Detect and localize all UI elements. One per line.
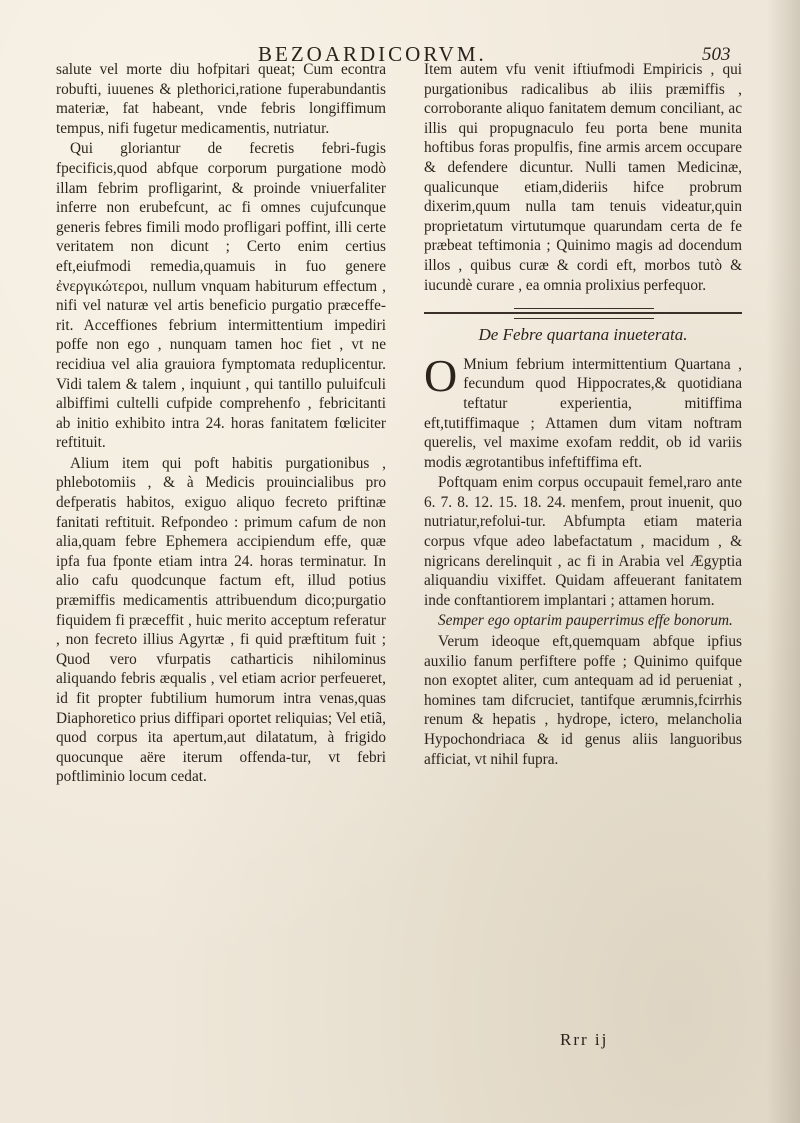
dropcap-paragraph-text: Mnium febrium intermittentium Quartana , fecundum quod Hippocrates,& quotidiana teftatur experientia, mitiffima eft,tutiffimaque ; Attamen dum vitam noftram querelis, vel maxime exofam reddit, ob id variis modis ægrotantibus infeftiffima eft. <box>424 355 742 471</box>
dropcap-letter: O <box>424 349 458 401</box>
section-ornament-rule <box>424 307 742 319</box>
right-intro-paragraph: Item autem vfu venit iftiufmodi Empiricis , qui purgationibus radicalibus ab iliis præmiffis , corroborante aliquo fanitatem demum conciliant, ac illis qui propugnaculo feu porta bene munita hoftibus foras propulfis, fine armis arcem occupare & defendere dicuntur. Nulli tamen Medicinæ, qualicunque etiam,dideriis hifce probrum dixerim,quum nulla tam tenuis videatur,quin proprietatum virtutumque quarundam certa de fe præbeat teftimonia ; Quinimo magis ad docendum illos , quibus curæ & cordi eft, morbos tutò & iucundè curare , ea omnia prolixius perfequor. <box>424 61 742 294</box>
right-paragraph-3: Verum ideoque eft,quemquam abfque ipfius auxilio fanum perfiftere poffe ; Quinimo quifque non exoptet aliter, cum antequam ad id perueniat , homines tam difcruciet, tantifque ærumnis,fcirrhis renum & hepatis , hydrope, ictero, melancholia Hypochondriaca & id genus aliis languoribus afficiat, vt nihil fupra. <box>424 633 742 768</box>
left-paragraph-2: Qui gloriantur de fecretis febri-fugis fpecificis,quod abfque corporum purgatione modò illam febrim profligarint, & proinde vniuerfaliter inferre non erubefcunt, ac fi omnes cujufcunque generis febres fimili modo profligari poffint, illi certe veritatem non dicunt ; Certo enim certius eft,eiufmodi remedia,quamuis in fuo genere ἐνεργικώτεροι, nullum vnquam habiturum effectum , nifi vel naturæ vel artis beneficio purgatio præceffe-rit. Acceffiones febrium intermittentium impediri poffe non ego , nunquam tamen hoc fiet , vt ne recidiua vel alia grauiora fymptomata reduplicentur. Vidi talem & talem , inquiunt , qui tantillo puluifculi albiffimi cultelli cufpide comprehenfo , febricitanti ab initio exhibito intra 24. horas fanitatem fœliciter reftituit. <box>56 140 386 452</box>
section-title: De Febre quartana inueterata. <box>478 325 688 345</box>
right-paragraph-2: Poftquam enim corpus occupauit femel,raro ante 6. 7. 8. 12. 15. 18. 24. menfem, prout inuenit, quo nutriatur,refolui-tur. Abfumpta etiam materia corpus vfque adeo labefactatum , macidum , & nigricans derelinquit , ac fi in Arabia vel Ægyptia aliquandiu vixiffet. Quidam affeuerant fanitatem inde conftantiorem implantari ; attamen horum. <box>424 474 742 609</box>
left-paragraph-1: salute vel morte diu hofpitari queat; Cum econtra robufti, iuuenes & plethorici,ratione fuperabundantis materiæ, fat habeant, vnde febris longiffimum tempus, nifi fugetur medicamentis, nutriatur. <box>56 61 386 137</box>
italic-quote: Semper ego optarim pauperrimus effe bonorum. <box>438 612 733 630</box>
running-head: BEZOARDICORVM. <box>258 42 487 66</box>
page-edge-shadow <box>766 0 800 1123</box>
left-paragraph-3: Alium item qui poft habitis purgationibus , phlebotomiis , & à Medicis prouincialibus pro defperatis habitos, exiguo aliquo fecreto priftinæ fanitati reftituit. Refpondeo : primum cafum de non alia,quam febre Ephemera accipiendum effe, quæ ipfa fua fponte etiam intra 24. horas terminatur. In alio cafu quodcunque factum eft, illud potius præmiffis medicamentis attribuendum dico;purgatio fiquidem fi præceffit , huic merito acceptum referatur , non fecreto illius Agyrtæ , fi quid præftitum fuit ; Quod vero vfurpatis catharticis nihilominus aliquando febris æqualis , vel etiam acrior perfeueret, id fit propter fubtilium humorum intra venas,quas Diaphoretico prius diffipari oportet reliquias; Vel etiã, quod corpus ita apertum,aut dilatatum, à frigido quocunque aëre iterum offenda-tur, vt febri poftliminio locum cedat. <box>56 454 386 786</box>
page-number: 503 <box>702 44 731 65</box>
dropcap-paragraph <box>424 349 742 473</box>
right-column <box>424 60 742 769</box>
signature-mark: Rrr ij <box>560 1030 609 1049</box>
left-column <box>56 60 386 787</box>
